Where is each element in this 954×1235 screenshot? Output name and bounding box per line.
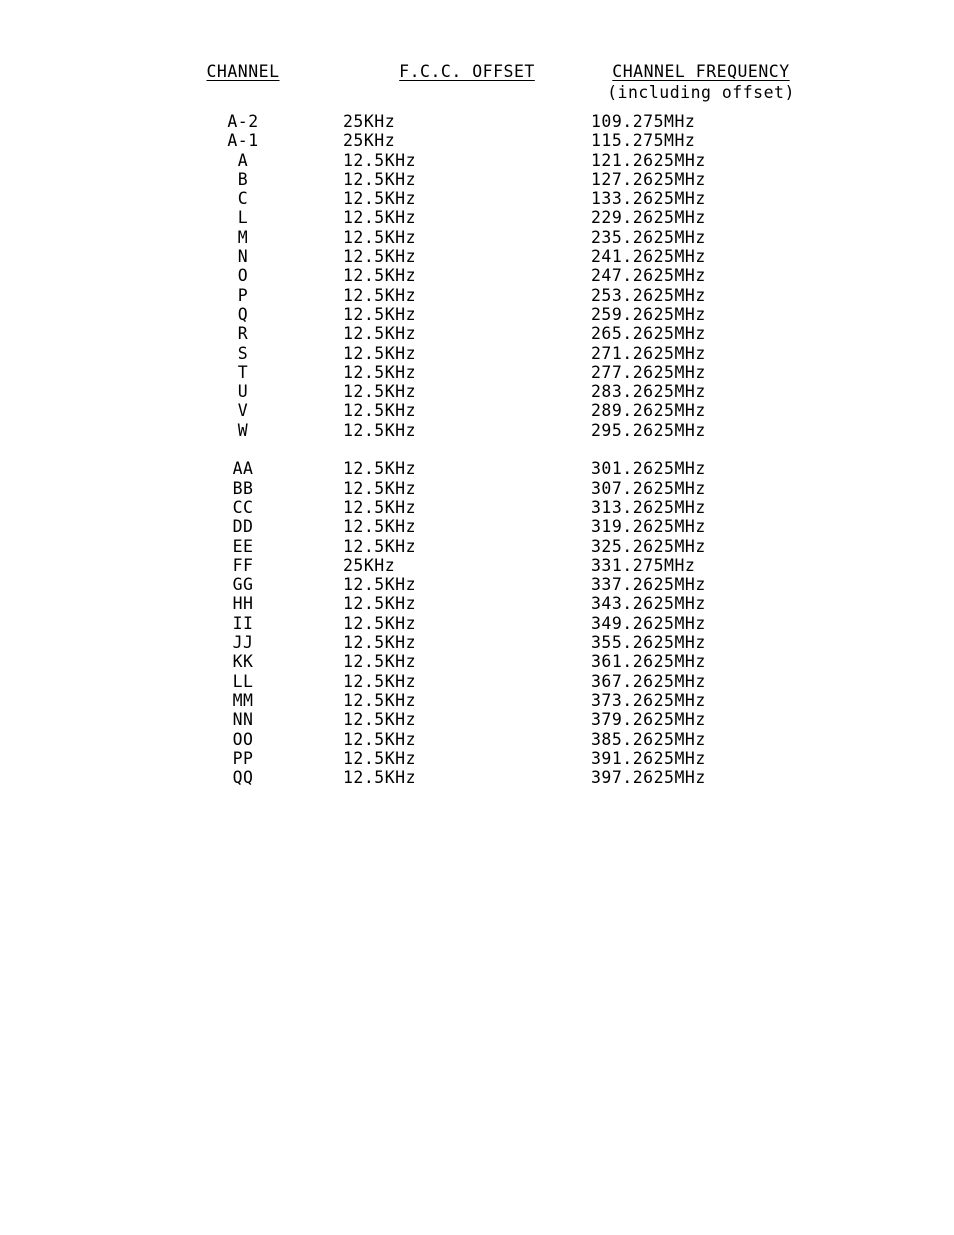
cell-fcc-offset: 12.5KHz	[343, 729, 417, 749]
table-row	[143, 517, 811, 536]
cell-channel: M	[237, 227, 249, 247]
subheader-blank-offset	[343, 83, 591, 112]
cell-channel: GG	[232, 575, 254, 595]
cell-channel: Q	[237, 304, 249, 324]
cell-fcc-offset: 12.5KHz	[343, 594, 417, 614]
header-row	[143, 62, 811, 83]
cell-channel: LL	[232, 671, 254, 691]
cell-channel-frequency: 115.275MHz	[591, 131, 696, 151]
cell-channel-frequency: 301.2625MHz	[591, 459, 706, 479]
cell-channel-frequency: 109.275MHz	[591, 112, 696, 131]
cell-channel: DD	[232, 517, 254, 537]
table-row	[143, 614, 811, 633]
cell-fcc-offset: 12.5KHz	[343, 227, 417, 247]
cell-fcc-offset: 12.5KHz	[343, 343, 417, 363]
cell-fcc-offset: 12.5KHz	[343, 150, 417, 170]
cell-channel-frequency: 241.2625MHz	[591, 247, 706, 267]
cell-channel: V	[237, 401, 249, 421]
table-row	[143, 208, 811, 227]
cell-channel: CC	[232, 497, 254, 517]
cell-channel: MM	[232, 690, 254, 710]
cell-channel: N	[237, 247, 249, 267]
table-row	[143, 537, 811, 556]
table-row	[143, 286, 811, 305]
group-spacer	[143, 440, 811, 459]
cell-channel: L	[237, 208, 249, 228]
cell-fcc-offset: 12.5KHz	[343, 382, 417, 402]
column-header-fcc-offset: F.C.C. OFFSET	[399, 62, 535, 81]
cell-channel-frequency: 235.2625MHz	[591, 227, 706, 247]
cell-channel-frequency: 313.2625MHz	[591, 497, 706, 517]
table-row	[143, 401, 811, 420]
table-row	[143, 652, 811, 671]
cell-fcc-offset: 12.5KHz	[343, 459, 417, 479]
cell-fcc-offset: 12.5KHz	[343, 266, 417, 286]
cell-fcc-offset: 25KHz	[343, 555, 396, 575]
cell-fcc-offset: 12.5KHz	[343, 304, 417, 324]
cell-fcc-offset: 12.5KHz	[343, 748, 417, 768]
cell-channel-frequency: 265.2625MHz	[591, 324, 706, 344]
cell-fcc-offset: 12.5KHz	[343, 633, 417, 653]
table-row	[143, 459, 811, 478]
cell-channel-frequency: 349.2625MHz	[591, 613, 706, 633]
cell-channel-frequency: 271.2625MHz	[591, 343, 706, 363]
cell-fcc-offset: 12.5KHz	[343, 478, 417, 498]
table-row	[143, 730, 811, 749]
cell-fcc-offset: 25KHz	[343, 131, 396, 151]
cell-channel-frequency: 289.2625MHz	[591, 401, 706, 421]
table-row	[143, 594, 811, 613]
table-row	[143, 170, 811, 189]
cell-fcc-offset: 12.5KHz	[343, 401, 417, 421]
cell-channel-frequency: 373.2625MHz	[591, 690, 706, 710]
subheader-including-offset: (including offset)	[607, 83, 795, 102]
cell-channel: A-1	[227, 131, 259, 151]
cell-fcc-offset: 12.5KHz	[343, 208, 417, 228]
table-row	[143, 228, 811, 247]
table-row	[143, 131, 811, 150]
cell-channel: PP	[232, 748, 254, 768]
cell-channel: JJ	[232, 633, 254, 653]
cell-channel-frequency: 385.2625MHz	[591, 729, 706, 749]
cell-channel: P	[237, 285, 249, 305]
table-row	[143, 382, 811, 401]
cell-fcc-offset: 12.5KHz	[343, 362, 417, 382]
cell-fcc-offset: 12.5KHz	[343, 710, 417, 730]
cell-channel-frequency: 391.2625MHz	[591, 748, 706, 768]
table-row	[143, 324, 811, 343]
cell-channel: EE	[232, 536, 254, 556]
cell-channel: T	[237, 362, 249, 382]
cell-channel: BB	[232, 478, 254, 498]
cell-fcc-offset: 25KHz	[343, 112, 396, 131]
cell-channel-frequency: 121.2625MHz	[591, 150, 706, 170]
cell-fcc-offset: 12.5KHz	[343, 652, 417, 672]
cell-fcc-offset: 12.5KHz	[343, 285, 417, 305]
header-subrow	[143, 83, 811, 112]
cell-fcc-offset: 12.5KHz	[343, 536, 417, 556]
cell-channel: R	[237, 324, 249, 344]
cell-channel-frequency: 307.2625MHz	[591, 478, 706, 498]
cell-channel-frequency: 127.2625MHz	[591, 169, 706, 189]
cell-channel-frequency: 343.2625MHz	[591, 594, 706, 614]
cell-channel-frequency: 259.2625MHz	[591, 304, 706, 324]
cell-channel-frequency: 379.2625MHz	[591, 710, 706, 730]
table-row	[143, 691, 811, 710]
cell-channel-frequency: 319.2625MHz	[591, 517, 706, 537]
table-row	[143, 151, 811, 170]
table-row	[143, 575, 811, 594]
table-row	[143, 556, 811, 575]
table-row	[143, 112, 811, 131]
cell-channel-frequency: 247.2625MHz	[591, 266, 706, 286]
cell-channel-frequency: 325.2625MHz	[591, 536, 706, 556]
table-row	[143, 672, 811, 691]
cell-channel-frequency: 331.275MHz	[591, 555, 696, 575]
cell-fcc-offset: 12.5KHz	[343, 497, 417, 517]
cell-channel-frequency: 283.2625MHz	[591, 382, 706, 402]
cell-channel-frequency: 397.2625MHz	[591, 768, 706, 788]
cell-channel: A-2	[227, 112, 259, 131]
table-row	[143, 710, 811, 729]
cell-channel-frequency: 277.2625MHz	[591, 362, 706, 382]
column-header-channel-frequency: CHANNEL FREQUENCY	[612, 62, 790, 81]
cell-fcc-offset: 12.5KHz	[343, 575, 417, 595]
column-header-channel: CHANNEL	[206, 62, 280, 81]
cell-fcc-offset: 12.5KHz	[343, 517, 417, 537]
table-row	[143, 247, 811, 266]
cell-channel-frequency: 295.2625MHz	[591, 420, 706, 440]
table-row	[143, 768, 811, 787]
cell-channel-frequency: 367.2625MHz	[591, 671, 706, 691]
cell-fcc-offset: 12.5KHz	[343, 613, 417, 633]
cell-channel: C	[237, 189, 249, 209]
table-row	[143, 421, 811, 440]
table-row	[143, 344, 811, 363]
cell-channel-frequency: 355.2625MHz	[591, 633, 706, 653]
table-row	[143, 749, 811, 768]
table-body	[143, 112, 811, 787]
group-spacer-cell	[143, 440, 811, 459]
cell-channel: S	[237, 343, 249, 363]
cell-channel: U	[237, 382, 249, 402]
table-row	[143, 363, 811, 382]
cell-channel: FF	[232, 555, 254, 575]
table-row	[143, 189, 811, 208]
cell-channel: QQ	[232, 768, 254, 788]
cell-channel: W	[237, 420, 249, 440]
channel-table-container	[0, 62, 954, 787]
cell-channel-frequency: 253.2625MHz	[591, 285, 706, 305]
table-row	[143, 633, 811, 652]
cell-fcc-offset: 12.5KHz	[343, 671, 417, 691]
cell-fcc-offset: 12.5KHz	[343, 169, 417, 189]
cell-fcc-offset: 12.5KHz	[343, 189, 417, 209]
cell-channel-frequency: 337.2625MHz	[591, 575, 706, 595]
cell-channel: B	[237, 169, 249, 189]
cell-fcc-offset: 12.5KHz	[343, 690, 417, 710]
cell-channel-frequency: 133.2625MHz	[591, 189, 706, 209]
cell-channel-frequency: 361.2625MHz	[591, 652, 706, 672]
cell-channel: HH	[232, 594, 254, 614]
cell-channel: II	[232, 613, 254, 633]
cell-fcc-offset: 12.5KHz	[343, 247, 417, 267]
cell-channel: NN	[232, 710, 254, 730]
table-row	[143, 479, 811, 498]
channel-frequency-table	[143, 62, 811, 787]
cell-channel: AA	[232, 459, 254, 479]
cell-channel: OO	[232, 729, 254, 749]
table-row	[143, 305, 811, 324]
cell-fcc-offset: 12.5KHz	[343, 420, 417, 440]
cell-channel: KK	[232, 652, 254, 672]
cell-channel: A	[237, 150, 249, 170]
cell-fcc-offset: 12.5KHz	[343, 768, 417, 788]
table-row	[143, 266, 811, 285]
cell-channel-frequency: 229.2625MHz	[591, 208, 706, 228]
subheader-blank-channel	[143, 83, 343, 112]
cell-channel: O	[237, 266, 249, 286]
table-row	[143, 498, 811, 517]
cell-fcc-offset: 12.5KHz	[343, 324, 417, 344]
table-header	[143, 62, 811, 112]
